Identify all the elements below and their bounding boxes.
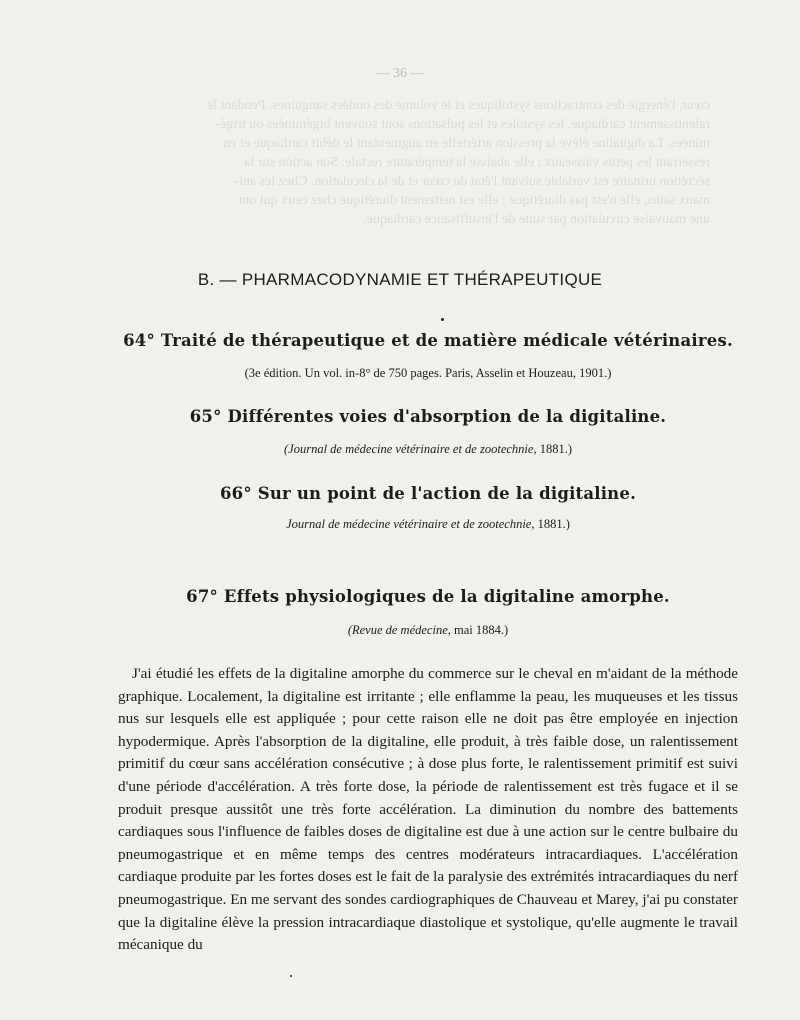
show-through-line: maux sains, elle n'est pas diurétique ; elle est nettement diurétique chez ceux qui ont xyxy=(238,193,710,208)
entry-reference xyxy=(0,623,800,638)
print-speck xyxy=(290,975,292,977)
show-through-line: ralentissement cardiaque, les systoles et les pulsations sont souvent bigéminées ou trigé- xyxy=(215,117,710,132)
section-heading: B. — PHARMACODYNAMIE ET THÉRAPEUTIQUE xyxy=(197,270,603,289)
journal-name: (Revue de médecine, xyxy=(347,623,451,637)
page-number: — 36 — xyxy=(375,66,425,81)
body-paragraph: J'ai étudié les effets de la digitaline amorphe du commerce sur le cheval en m'aidant de la méthode graphique. Localement, la digitaline est irritante ; elle enflamme la peau, les muqueuses et les tissus nus sur lesquels elle est appliquée ; pour cette raison elle ne doit pas être employée en injection hypodermique. Après l'absorption de la digitaline, elle produit, à très faible dose, un ralentissement primitif du cœur sans accélération consécutive ; à dose plus forte, le ralentissement primitif est suivi d'une période d'accélération. A très forte dose, la période de ralentissement est très fugace et il se produit presque aussitôt une très forte accélération. La diminution du nombre des battements cardiaques sous l'influence de faibles doses de digitaline est due à une action sur le centre bulbaire du pneumogastrique et en même temps des centres modérateurs intracardiaques. L'accélération cardiaque produite par les fortes doses est le fait de la paralysie des extrémités intracardiaques du nerf pneumogastrique. En me servant des sondes cardiographiques de Chauveau et Marey, j'ai pu constater que la digitaline élève la pression intracardiaque diastolique et systolique, qu'elle augmente le travail mécanique du xyxy=(118,665,738,954)
entry-reference xyxy=(0,517,800,532)
entry-reference-year: mai 1884.) xyxy=(450,623,509,637)
show-through-line: sécrétion urinaire est variable suivant l'état du cœur et de la circulation. Chez les ani- xyxy=(234,174,710,189)
entry-title: 64° Traité de thérapeutique et de matière médicale vétérinaires. xyxy=(123,331,733,350)
show-through-text xyxy=(110,96,710,229)
entry-title: 65° Différentes voies d'absorption de la digitaline. xyxy=(189,407,667,426)
show-through-line: une mauvaise circulation par suite de l'insuffisance cardiaque. xyxy=(363,212,710,227)
entry-title: 67° Effets physiologiques de la digitaline amorphe. xyxy=(186,587,670,606)
show-through-line: cœur, l'énergie des contractions systoliques et le volume des ondées sanguines. Pendant le xyxy=(206,98,710,113)
entry-reference-text: (3e édition. Un vol. in-8° de 750 pages. Paris, Asselin et Houzeau, 1901.) xyxy=(244,366,612,380)
entry-reference-year: 1881.) xyxy=(536,442,572,456)
journal-name: Journal de médecine vétérinaire et de zootechnie, xyxy=(286,517,535,531)
print-speck xyxy=(441,318,444,321)
journal-name: (Journal de médecine vétérinaire et de zootechnie, xyxy=(284,442,537,456)
entry-reference-year: 1881.) xyxy=(534,517,570,531)
show-through-line: minées. La digitaline élève la pression artérielle en augmentant le débit cardiaque et en xyxy=(223,136,710,151)
body-text xyxy=(118,663,738,957)
entry-title: 66° Sur un point de l'action de la digitaline. xyxy=(219,484,637,503)
entry-reference xyxy=(0,442,800,457)
entry-reference xyxy=(0,366,800,381)
show-through-line: resserrant les petits vaisseaux ; elle abaisse la température rectale. Son action sur la xyxy=(244,155,710,170)
